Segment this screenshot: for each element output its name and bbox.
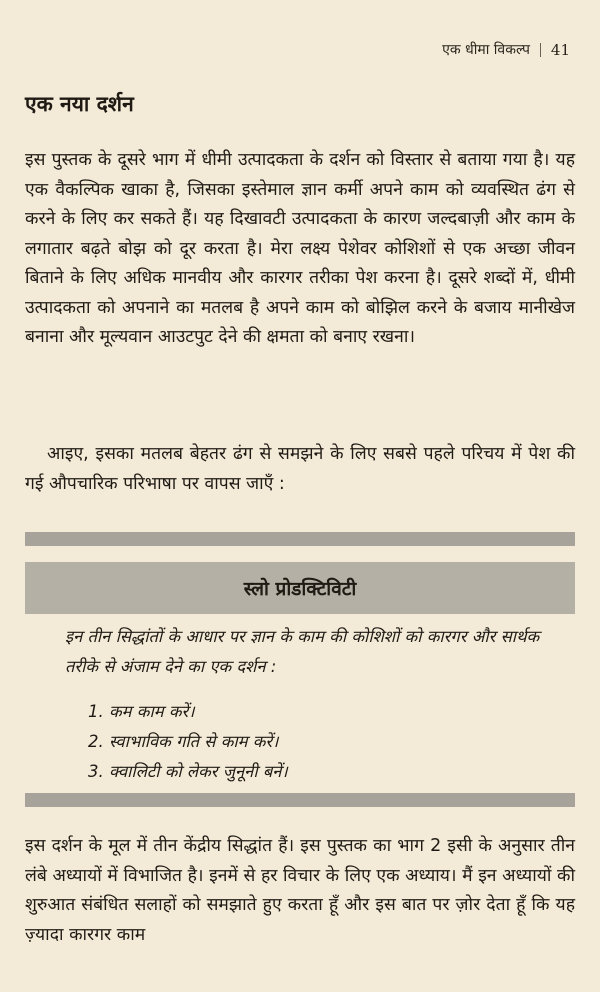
principles-list: [88, 697, 288, 787]
paragraph-3: इस दर्शन के मूल में तीन केंद्रीय सिद्धांत हैं। इस पुस्तक का भाग 2 इसी के अनुसार तीन लंबे अध्यायों में विभाजित है। इनमें से हर विचार के लिए एक अध्याय। मैं इन अध्यायों की शुरुआत संबंधित सलाहों को समझाते हुए करता हूँ और इस बात पर ज़ोर देता हूँ कि यह ज़्यादा कारगर काम: [25, 836, 575, 945]
principle-item: 3. क्वालिटी को लेकर जुनूनी बनें।: [88, 762, 288, 781]
header-divider: [540, 43, 541, 57]
page-number: 41: [550, 40, 570, 59]
paragraph-2: आइए, इसका मतलब बेहतर ढंग से समझने के लिए सबसे पहले परिचय में पेश की गई औपचारिक परिभाषा पर वापस जाएँ :: [25, 444, 575, 494]
running-header: [442, 40, 570, 59]
definition-box-title: स्लो प्रोडक्टिविटी: [243, 578, 357, 600]
chapter-title: एक धीमा विकल्प: [442, 42, 530, 58]
principle-item: 1. कम काम करें।: [88, 702, 195, 721]
principle-item: 2. स्वाभाविक गति से काम करें।: [88, 732, 279, 751]
definition-box-title-bar: [25, 562, 575, 614]
box-top-rule: [25, 532, 575, 546]
paragraph-1: इस पुस्तक के दूसरे भाग में धीमी उत्पादकता के दर्शन को विस्तार से बताया गया है। यह एक वैकल्पिक खाका है, जिसका इस्तेमाल ज्ञान कर्मी अपने काम को व्यवस्थित ढंग से करने के लिए कर सकते हैं। यह दिखावटी उत्पादकता के कारण जल्दबाज़ी और काम के लगातार बढ़ते बोझ को दूर करता है। मेरा लक्ष्य पेशेवर कोशिशों से एक अच्छा जीवन बिताने के लिए अधिक मानवीय और कारगर तरीका पेश करना है। दूसरे शब्दों में, धीमी उत्पादकता को अपनाने का मतलब है अपने काम को बोझिल करने के बजाय मानीखेज बनाना और मूल्यवान आउटपुट देने की क्षमता को बनाए रखना।: [25, 150, 575, 347]
definition-box-intro: इन तीन सिद्धांतों के आधार पर ज्ञान के काम की कोशिशों को कारगर और सार्थक तरीके से अंजाम देने का एक दर्शन :: [65, 627, 540, 676]
section-heading: एक नया दर्शन: [25, 92, 134, 116]
box-bottom-rule: [25, 793, 575, 807]
